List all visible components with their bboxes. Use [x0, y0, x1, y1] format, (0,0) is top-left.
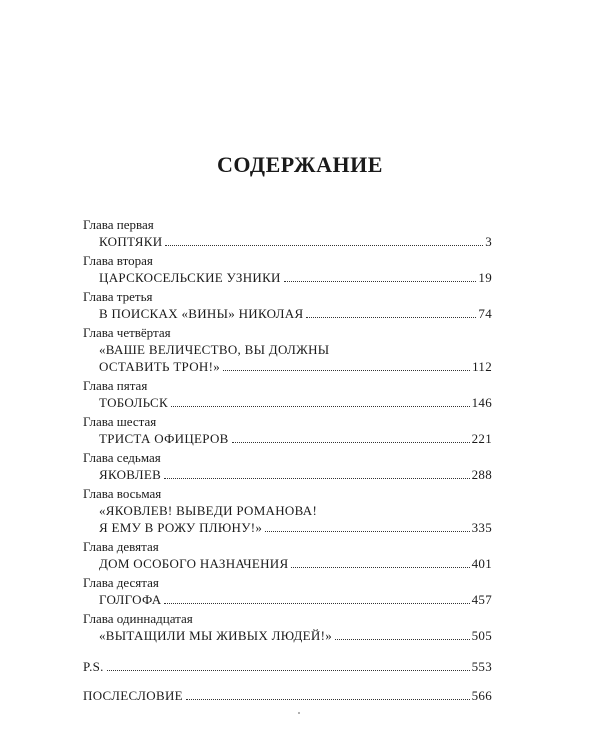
chapter-number: Глава третья: [83, 289, 153, 304]
section-title: ПОСЛЕСЛОВИЕ: [83, 688, 183, 703]
chapter-number: Глава восьмая: [83, 486, 162, 501]
page-number: 553: [471, 659, 492, 674]
dot-leader: [335, 639, 470, 640]
page-number: 74: [478, 306, 492, 321]
chapter-title: В ПОИСКАХ «ВИНЫ» НИКОЛАЯ: [99, 306, 304, 321]
page-speck: [298, 712, 300, 714]
dot-leader: [171, 406, 470, 407]
chapter-title: ТРИСТА ОФИЦЕРОВ: [99, 431, 229, 446]
toc-entry: [83, 414, 492, 450]
page-number: 221: [471, 431, 492, 446]
toc-entry: [83, 539, 492, 575]
page-number: 288: [471, 467, 492, 482]
page-number: 112: [472, 359, 492, 374]
chapter-title-line: [83, 627, 492, 644]
chapter-title: КОПТЯКИ: [99, 234, 163, 249]
chapter-number: Глава вторая: [83, 253, 153, 268]
dot-leader: [306, 317, 476, 318]
toc-entry: [83, 289, 492, 325]
chapter-title: ДОМ ОСОБОГО НАЗНАЧЕНИЯ: [99, 556, 289, 571]
chapter-number: Глава первая: [83, 217, 154, 232]
toc-entry: [83, 253, 492, 289]
dot-leader: [164, 603, 469, 604]
chapter-number: Глава шестая: [83, 414, 157, 429]
chapter-title: ЦАРСКОСЕЛЬСКИЕ УЗНИКИ: [99, 270, 281, 285]
dot-leader: [232, 442, 470, 443]
chapter-number: Глава девятая: [83, 539, 159, 554]
dot-leader: [265, 531, 469, 532]
chapter-title-line: [83, 555, 492, 572]
toc-entry: [83, 486, 492, 539]
toc-entry: [83, 575, 492, 611]
toc-extra-entry: [83, 658, 492, 675]
toc-entry: [83, 217, 492, 253]
chapter-title: Я ЕМУ В РОЖУ ПЛЮНУ!»: [99, 520, 263, 535]
chapter-title: «ВЫТАЩИЛИ МЫ ЖИВЫХ ЛЮДЕЙ!»: [99, 628, 333, 643]
page-number: 19: [478, 270, 492, 285]
chapter-number: Глава седьмая: [83, 450, 161, 465]
toc-entry: [83, 450, 492, 486]
chapter-title-line: [83, 430, 492, 447]
toc-entry: [83, 611, 492, 647]
page-title: СОДЕРЖАНИЕ: [217, 152, 383, 177]
table-of-contents: [83, 217, 492, 704]
page-number: 505: [471, 628, 492, 643]
page-number: 335: [471, 520, 492, 535]
dot-leader: [223, 370, 470, 371]
chapter-number: Глава одиннадцатая: [83, 611, 193, 626]
toc-entry: [83, 378, 492, 414]
chapter-title-line: [83, 466, 492, 483]
dot-leader: [107, 670, 470, 671]
dot-leader: [291, 567, 469, 568]
chapter-title-line: [83, 394, 492, 411]
chapter-title: «ЯКОВЛЕВ! ВЫВЕДИ РОМАНОВА!: [99, 503, 318, 518]
chapter-title: «ВАШЕ ВЕЛИЧЕСТВО, ВЫ ДОЛЖНЫ: [99, 342, 330, 357]
toc-extra-entry: [83, 687, 492, 704]
chapter-title: ТОБОЛЬСК: [99, 395, 168, 410]
chapter-title: ЯКОВЛЕВ: [99, 467, 162, 482]
dot-leader: [284, 281, 477, 282]
section-title: P.S.: [83, 659, 104, 674]
page-number: 566: [471, 688, 492, 703]
toc-entry: [83, 325, 492, 378]
chapter-title-line: [83, 269, 492, 286]
dot-leader: [186, 699, 470, 700]
chapter-title-line: [83, 591, 492, 608]
chapter-title: ГОЛГОФА: [99, 592, 162, 607]
dot-leader: [164, 478, 469, 479]
page-number: 457: [471, 592, 492, 607]
chapter-title-line: [83, 233, 492, 250]
chapter-number: Глава десятая: [83, 575, 159, 590]
chapter-title: ОСТАВИТЬ ТРОН!»: [99, 359, 221, 374]
dot-leader: [165, 245, 483, 246]
page-number: 3: [485, 234, 492, 249]
page-number: 146: [471, 395, 492, 410]
chapter-title-line: [83, 519, 492, 536]
chapter-title-line: [83, 305, 492, 322]
chapter-title-line: [83, 358, 492, 375]
chapter-title-line: [83, 341, 492, 358]
chapter-title-line: [83, 502, 492, 519]
chapter-number: Глава пятая: [83, 378, 148, 393]
page-number: 401: [471, 556, 492, 571]
chapter-number: Глава четвёртая: [83, 325, 171, 340]
